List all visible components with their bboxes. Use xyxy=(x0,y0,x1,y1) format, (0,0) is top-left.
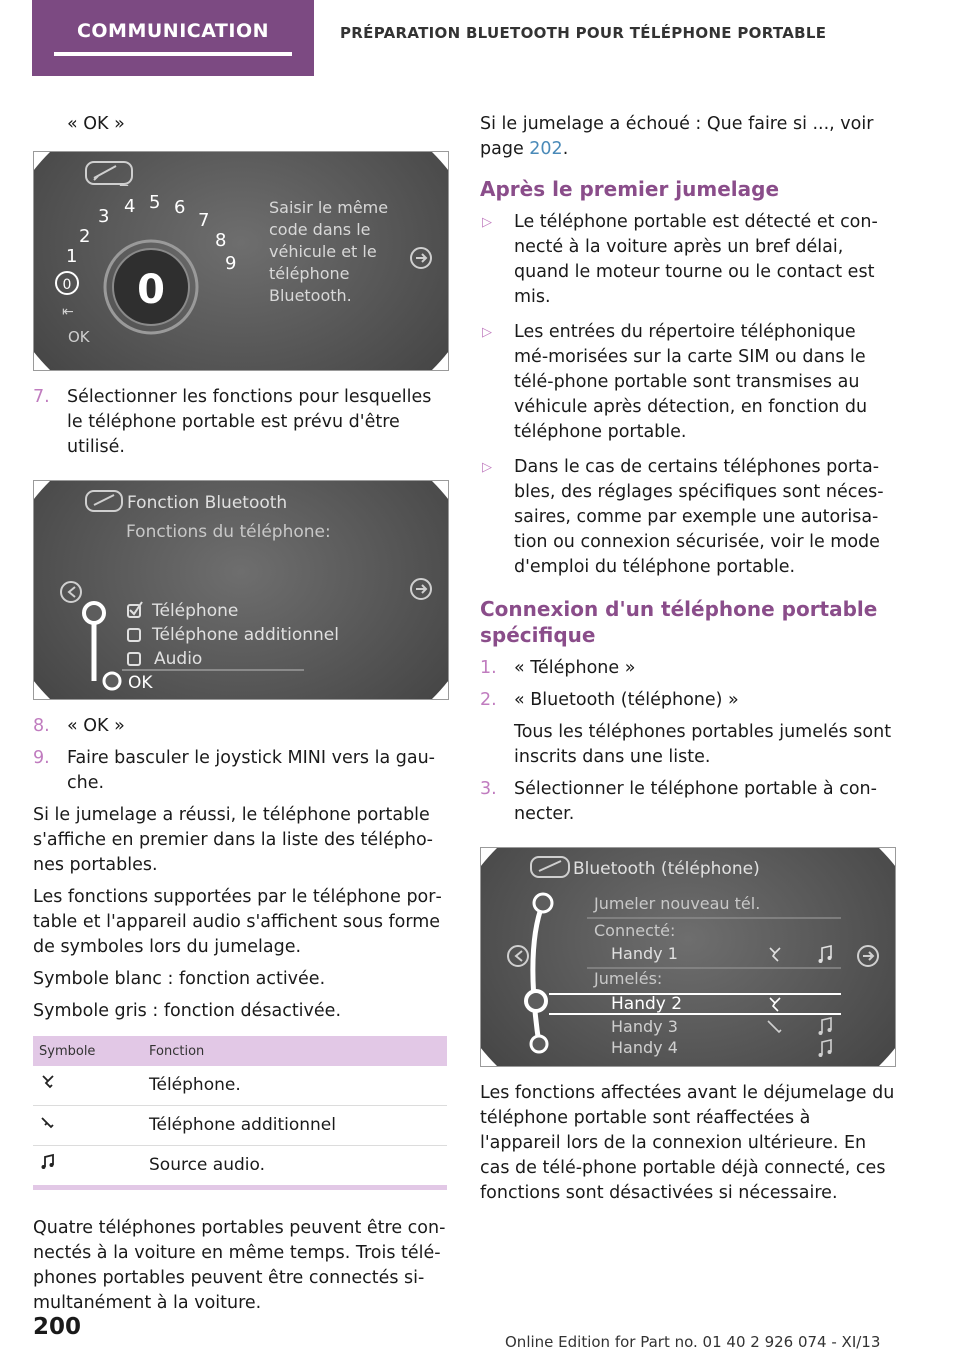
bullet-item xyxy=(480,320,895,445)
bullet-text: Dans le cas de certains téléphones porta‐bles, des réglages spécifiques sont néces‐saires, comme par exemple une autorisa‐tion ou connexion sécurisée, voir le mode d'emploi du téléphone portable. xyxy=(514,457,884,577)
digit-2: 2 xyxy=(79,226,91,247)
triangle-bullet-icon: ▷ xyxy=(482,325,492,340)
step-3 xyxy=(480,777,895,827)
digit-8: 8 xyxy=(215,230,227,251)
paragraph: Si le jumelage a réussi, le téléphone portable s'affiche en premier dans la liste des télépho‐nes portables. xyxy=(33,805,433,875)
digit-3: 3 xyxy=(98,206,110,227)
step-text: « OK » xyxy=(67,716,125,736)
left-column xyxy=(33,112,447,1323)
paragraph: Symbole blanc : fonction activée. xyxy=(33,969,326,989)
step-number: 1. xyxy=(480,658,497,678)
step-8 xyxy=(33,714,447,739)
screen2-title: Fonction Bluetooth xyxy=(127,493,288,513)
page-number: 200 xyxy=(33,1314,82,1340)
step-text: Faire basculer le joystick MINI vers la gau‐che. xyxy=(67,748,435,793)
ok-label: OK xyxy=(68,328,90,346)
section-title: PRÉPARATION BLUETOOTH POUR TÉLÉPHONE PORTABLE xyxy=(340,24,827,42)
heading-connect-phone: Connexion d'un téléphone portable spécifique xyxy=(480,597,878,647)
screen2-subtitle: Fonctions du téléphone: xyxy=(126,522,331,542)
digit-9: 9 xyxy=(225,253,237,274)
table-header: Symbole xyxy=(33,1036,143,1066)
chapter-tab[interactable] xyxy=(32,0,314,76)
paragraph: Les fonctions supportées par le téléphone por‐table et l'appareil audio s'affichent sous forme de symboles lors du jumelage. xyxy=(33,887,442,957)
triangle-bullet-icon: ▷ xyxy=(482,215,492,230)
step-2 xyxy=(480,688,895,713)
zero-small: 0 xyxy=(62,277,72,293)
digit-5: 5 xyxy=(149,192,161,213)
digit-7: 7 xyxy=(198,210,210,231)
table-header: Fonction xyxy=(143,1036,447,1066)
rail-knob xyxy=(84,603,104,623)
step-text: « Téléphone » xyxy=(514,658,636,678)
bullet-text: Les entrées du répertoire téléphonique mé‐morisées sur la carte SIM ou dans le télé‐phone portable sont transmises au véhicule après détection, en fonction du téléphone portable. xyxy=(514,322,868,442)
table-row xyxy=(33,1066,447,1106)
option-additional: Téléphone additionnel xyxy=(152,625,339,645)
music-note-icon xyxy=(39,1153,57,1171)
intro-paragraph xyxy=(480,112,895,162)
step-number: 3. xyxy=(480,779,497,799)
table-row xyxy=(33,1106,447,1146)
digit-1: 1 xyxy=(66,246,78,267)
step-text: Sélectionner le téléphone portable à con‐necter. xyxy=(514,779,877,824)
table-cell: Source audio. xyxy=(143,1146,447,1188)
digit-4: 4 xyxy=(124,196,136,217)
intro-text-end: . xyxy=(562,139,569,159)
symbol-table xyxy=(33,1036,447,1190)
table-cell: Téléphone additionnel xyxy=(143,1106,447,1146)
ok-label: OK xyxy=(128,673,153,693)
screen1-line: téléphone xyxy=(269,264,350,283)
page-link[interactable]: 202 xyxy=(529,139,563,159)
handy-3: Handy 3 xyxy=(611,1017,678,1036)
bullet-item xyxy=(480,455,895,580)
screen1-line: Saisir le même xyxy=(269,198,389,217)
screen1-line: code dans le xyxy=(269,220,371,239)
paragraph: Quatre téléphones portables peuvent être con‐nectés à la voiture en même temps. Trois télé‐phones portables peuvent être connectés si‐multanément à la voiture. xyxy=(33,1218,446,1313)
step-number: 9. xyxy=(33,748,50,768)
bullet-text: Le téléphone portable est détecté et con‐necté à la voiture après un bref délai, quand le moteur tourne ou le contact est mis. xyxy=(514,212,878,307)
right-column xyxy=(480,112,895,1213)
center-digit: 0 xyxy=(137,267,165,313)
paragraph: Les fonctions affectées avant le déjumelage du téléphone portable sont réaffectées à l'appareil lors de la connexion ultérieure. En cas de télé‐phone portable déjà connecté, ces fonctions sont désactivées si nécessaire. xyxy=(480,1083,895,1203)
table-cell: Téléphone. xyxy=(143,1066,447,1106)
digit-6: 6 xyxy=(174,197,186,218)
pair-new-item: Jumeler nouveau tél. xyxy=(594,894,761,913)
step-text: Sélectionner les fonctions pour lesquelles le téléphone portable est prévu d'être utilisé. xyxy=(67,387,432,457)
bullet-item xyxy=(480,210,895,310)
option-telephone: Téléphone xyxy=(152,601,239,621)
step-number: 8. xyxy=(33,716,50,736)
step-number: 2. xyxy=(480,690,497,710)
backspace-icon: ⇤ xyxy=(62,304,74,320)
rail-knob xyxy=(526,991,546,1011)
handy-2[interactable]: Handy 2 xyxy=(611,994,683,1014)
step-1 xyxy=(480,656,895,681)
connected-label: Connecté: xyxy=(594,921,676,940)
screen-pairing-code xyxy=(33,151,449,371)
step-7 xyxy=(33,385,447,460)
handy-4: Handy 4 xyxy=(611,1038,678,1057)
phone-icon xyxy=(39,1073,57,1091)
screen-bluetooth-function xyxy=(33,480,449,700)
paired-label: Jumelés: xyxy=(594,969,663,988)
chapter-tab-label: COMMUNICATION xyxy=(76,20,270,42)
edition-footer: Online Edition for Part no. 01 40 2 926 074 - XI/13 xyxy=(505,1333,881,1351)
paragraph: Symbole gris : fonction désactivée. xyxy=(33,1001,342,1021)
step-text: « Bluetooth (téléphone) » xyxy=(514,690,739,710)
svg-text:_: _ xyxy=(120,167,128,186)
triangle-bullet-icon: ▷ xyxy=(482,460,492,475)
intro-text: Si le jumelage a échoué : Que faire si ..., voir page xyxy=(480,114,874,159)
option-audio: Audio xyxy=(154,649,203,669)
screen1-line: véhicule et le xyxy=(269,242,377,261)
screen-bluetooth-phone xyxy=(480,847,896,1067)
ok-step: « OK » xyxy=(67,114,125,134)
heading-after-pairing: Après le premier jumelage xyxy=(480,177,780,201)
step-9 xyxy=(33,746,447,796)
screen1-line: Bluetooth. xyxy=(269,286,352,305)
additional-phone-icon xyxy=(39,1113,57,1131)
chapter-tab-underline xyxy=(54,52,292,56)
step-2-note: Tous les téléphones portables jumelés sont inscrits dans une liste. xyxy=(514,722,892,767)
screen3-title: Bluetooth (téléphone) xyxy=(573,859,760,879)
step-number: 7. xyxy=(33,387,50,407)
table-row xyxy=(33,1146,447,1188)
handy-1: Handy 1 xyxy=(611,944,678,963)
